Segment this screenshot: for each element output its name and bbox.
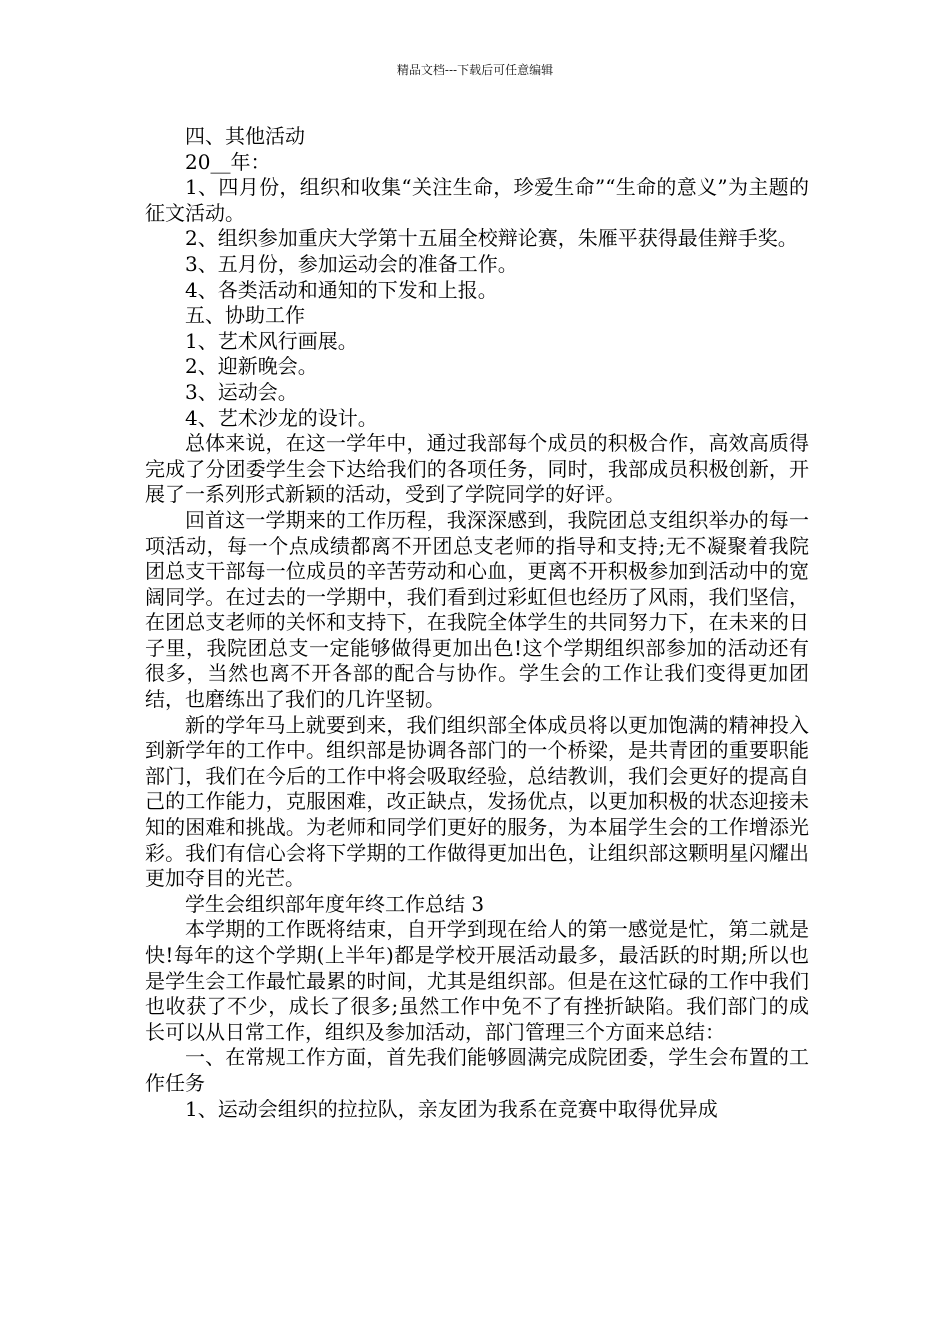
body-paragraph: 1、运动会组织的拉拉队，亲友团为我系在竞赛中取得优异成 [185, 1096, 718, 1121]
list-item: 1、艺术风行画展。 [185, 328, 358, 353]
body-paragraph: 本学期的工作既将结束，自开学到现在给人的第一感觉是忙，第二就是快!每年的这个学期(上半年)都是学校开展活动最多，最活跃的时期;所以也是学生会工作最忙最累的时间，尤其是组织部。但是在这忙碌的工作中我们也收获了不少，成长了很多;虽然工作中免不了有挫折缺陷。我们部门的成长可以从日常工作，组织及参加活动，部门管理三个方面来总结： [145, 917, 809, 1044]
body-paragraph: 一、在常规工作方面，首先我们能够圆满完成院团委，学生会布置的工作任务 [145, 1045, 809, 1095]
page-header: 精品文档---下载后可任意编辑 [396, 63, 554, 77]
list-item: 1、四月份，组织和收集“关注生命，珍爱生命”“生命的意义”为主题的征文活动。 [145, 175, 809, 225]
body-paragraph: 总体来说，在这一学年中，通过我部每个成员的积极合作，高效高质得完成了分团委学生会下达给我们的各项任务，同时，我部成员积极创新，开展了一系列形式新颖的活动，受到了学院同学的好评。 [145, 431, 809, 507]
body-paragraph: 回首这一学期来的工作历程，我深深感到，我院团总支组织举办的每一项活动，每一个点成绩都离不开团总支老师的指导和支持;无不凝聚着我院团总支干部每一位成员的辛苦劳动和心血，更离不开积极参加到活动中的宽阔同学。在过去的一学期中，我们看到过彩虹但也经历了风雨，我们坚信，在团总支老师的关怀和支持下，在我院全体学生的共同努力下，在未来的日子里，我院团总支一定能够做得更加出色!这个学期组织部参加的活动还有很多，当然也离不开各部的配合与协作。学生会的工作让我们变得更加团结，也磨练出了我们的几许坚韧。 [145, 507, 809, 712]
list-item: 4、各类活动和通知的下发和上报。 [185, 277, 498, 302]
list-item: 3、五月份，参加运动会的准备工作。 [185, 251, 518, 276]
section-heading-other-activities: 四、其他活动 [185, 124, 305, 148]
section-title: 学生会组织部年度年终工作总结 3 [185, 891, 485, 916]
body-paragraph: 新的学年马上就要到来，我们组织部全体成员将以更加饱满的精神投入到新学年的工作中。组织部是协调各部门的一个桥梁，是共青团的重要职能部门，我们在今后的工作中将会吸取经验，总结教训，我们会更好的提高自己的工作能力，克服困难，改正缺点，发扬优点，以更加积极的状态迎接未知的困难和挑战。为老师和同学们更好的服务，为本届学生会的工作增添光彩。我们有信心会将下学期的工作做得更加出色，让组织部这颗明星闪耀出更加夺目的光芒。 [145, 712, 809, 891]
document-body [145, 124, 809, 1122]
list-item: 2、组织参加重庆大学第十五届全校辩论赛，朱雁平获得最佳辩手奖。 [185, 226, 798, 251]
list-item: 2、迎新晚会。 [185, 354, 318, 379]
section-heading-assist-work: 五、协助工作 [185, 303, 305, 328]
list-item: 3、运动会。 [185, 379, 298, 404]
year-line: 20__年： [185, 149, 271, 174]
list-item: 4、艺术沙龙的设计。 [185, 405, 378, 430]
